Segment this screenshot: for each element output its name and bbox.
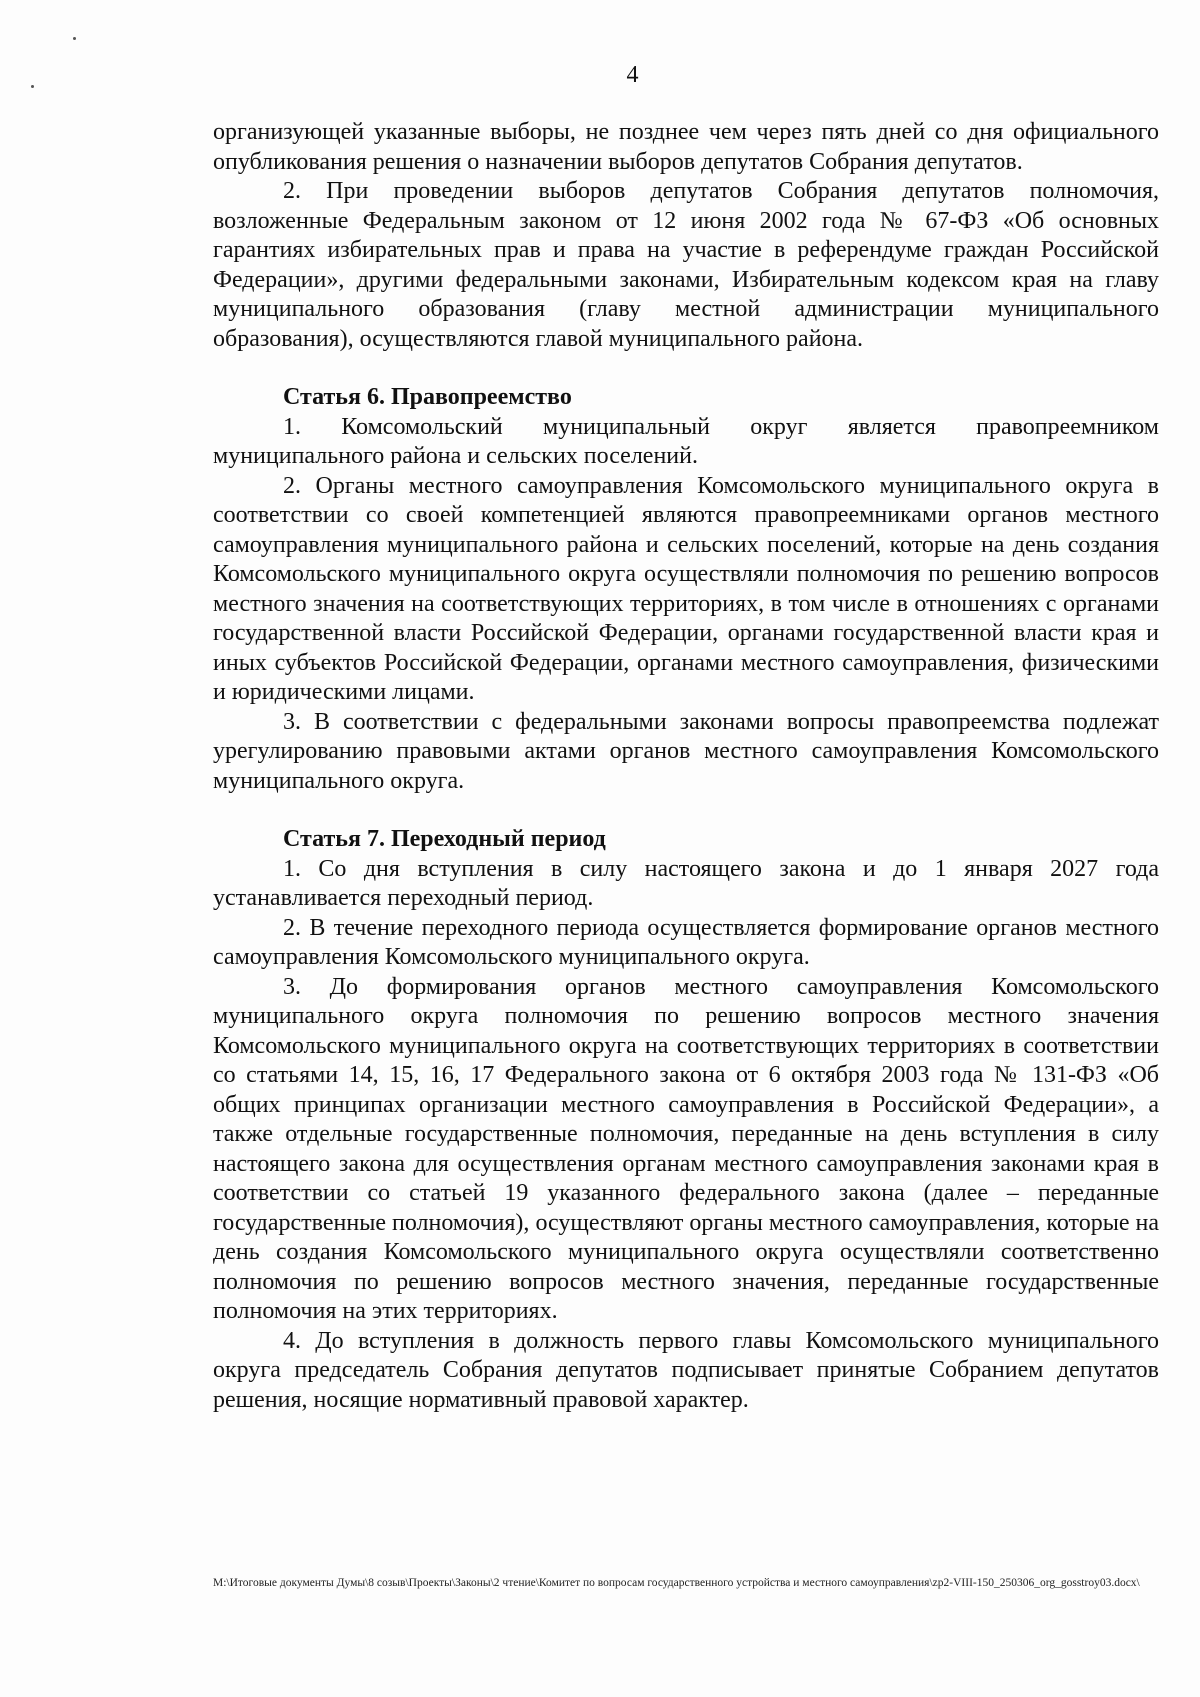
paragraph: 1. Со дня вступления в силу настоящего закона и до 1 января 2027 года устанавливается переходный период. bbox=[213, 855, 1159, 911]
paragraph: 4. До вступления в должность первого главы Комсомольского муниципального округа председатель Собрания депутатов подписывает принятые Собранием депутатов решения, носящие нормативный правовой характер. bbox=[213, 1327, 1159, 1413]
paragraph: 3. До формирования органов местного самоуправления Комсомольского муниципального округа полномочия по решению вопросов местного значения Комсомольского муниципального округа на соответствующих территориях в соответствии со статьями 14, 15, 16, 17 Федерального закона от 6 октября 2003 года № 131-ФЗ «Об общих принципах организации местного самоуправления в Российской Федерации», а также отдельные государственные полномочия, переданные на день вступления в силу настоящего закона для осуществления органам местного самоуправления законами края в соответствии со статьей 19 указанного федерального закона (далее – переданные государственные полномочия), осуществляют органы местного самоуправления, которые на день создания Комсомольского муниципального округа осуществляли соответственно полномочия по решению вопросов местного значения, переданные государственные полномочия на этих территориях. bbox=[213, 973, 1159, 1324]
paragraph: 2. Органы местного самоуправления Комсомольского муниципального округа в соответствии со своей компетенцией являются правопреемниками органов местного самоуправления муниципального района и сельских поселений, которые на день создания Комсомольского муниципального округа осуществляли полномочия по решению вопросов местного значения на соответствующих территориях, в том числе в отношениях с органами государственной власти Российской Федерации, органами государственной власти края и иных субъектов Российской Федерации, органами местного самоуправления, физическими и юридическими лицами. bbox=[213, 472, 1159, 705]
section-gap bbox=[213, 354, 1159, 383]
page-number: 4 bbox=[626, 62, 639, 88]
scan-speck bbox=[73, 37, 76, 40]
section-gap bbox=[213, 796, 1159, 825]
paragraph: 2. При проведении выборов депутатов Собрания депутатов полномочия, возложенные Федеральным законом от 12 июня 2002 года № 67-ФЗ «Об основных гарантиях избирательных прав и права на участие в референдуме граждан Российской Федерации», другими федеральными законами, Избирательным кодексом края на главу муниципального образования (главу местной администрации муниципального образования), осуществляются главой муниципального района. bbox=[213, 178, 1159, 352]
file-path-footer: М:\Итоговые документы Думы\8 созыв\Проекты\Законы\2 чтение\Комитет по вопросам государственного устройства и местного самоуправления\zp2-VIII-150_250306_org_gosstroy03.docx\ bbox=[213, 1577, 1140, 1589]
paragraph: 2. В течение переходного периода осуществляется формирование органов местного самоуправления Комсомольского муниципального округа. bbox=[213, 914, 1159, 970]
document-body bbox=[213, 118, 1159, 1415]
article-7-title: Статья 7. Переходный период bbox=[283, 826, 606, 852]
paragraph: организующей указанные выборы, не позднее чем через пять дней со дня официального опубликования решения о назначении выборов депутатов Собрания депутатов. bbox=[213, 119, 1159, 175]
paragraph: 1. Комсомольский муниципальный округ является правопреемником муниципального района и сельских поселений. bbox=[213, 413, 1159, 469]
paragraph: 3. В соответствии с федеральными законами вопросы правопреемства подлежат урегулированию правовыми актами органов местного самоуправления Комсомольского муниципального округа. bbox=[213, 708, 1159, 794]
article-6-title: Статья 6. Правопреемство bbox=[283, 384, 572, 410]
